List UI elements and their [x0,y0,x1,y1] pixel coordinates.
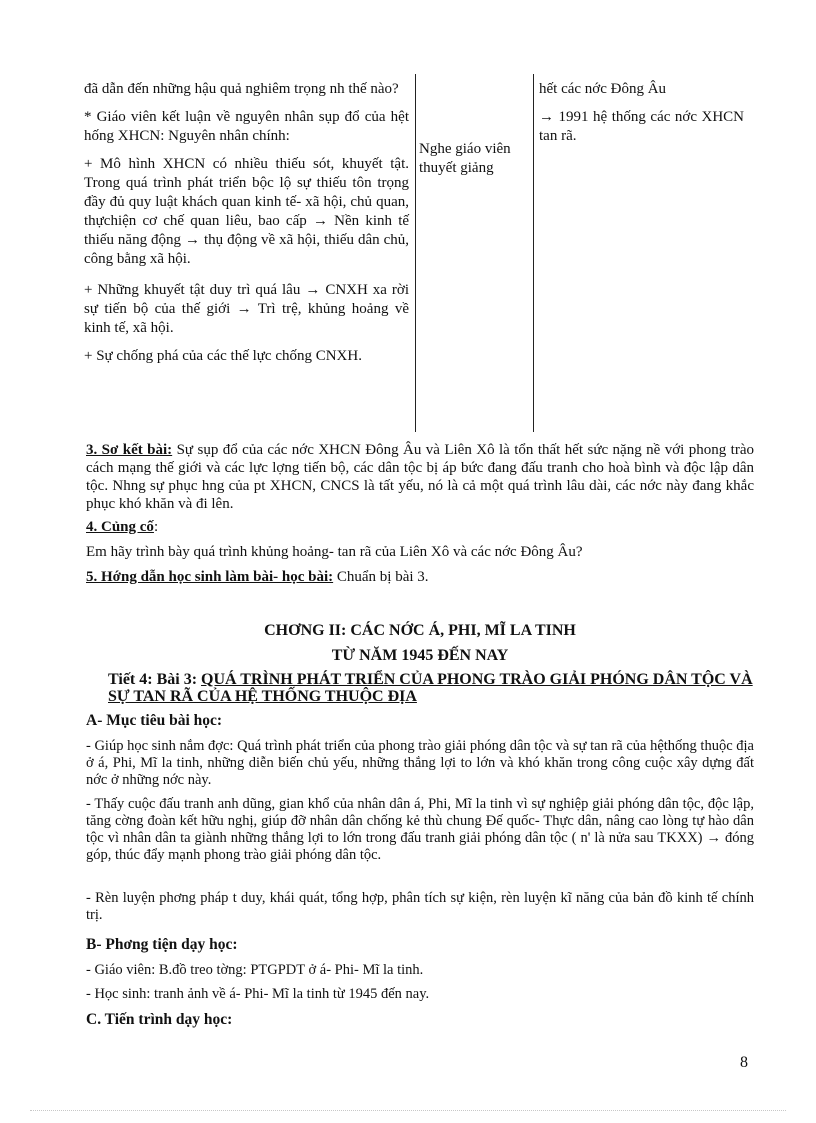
chapter-subtitle: TỪ NĂM 1945 ĐẾN NAY [331,647,509,664]
arrow-right-icon: → [539,109,554,125]
consolidation-heading: 4. Củng cố: [86,519,159,535]
homework-paragraph: 5. Hớng dẫn học sinh làm bài- học bài: Chuẩn bị bài 3. [86,569,429,585]
arrow-right-icon: → [706,830,722,846]
means-student: - Học sinh: tranh ảnh về á- Phi- Mĩ la tinh từ 1945 đến nay. [86,986,430,1002]
table-text: + Những khuyết tật duy trì quá lâu → CNXH xa rời sự tiến bộ của thế giới → Trì trệ, khủng hoảng về kinh tế, xã hội. [84,282,410,336]
objective-paragraph: - Thấy cuộc đấu tranh anh dũng, gian khổ của nhân dân á, Phi, Mĩ la tinh vì sự nghiệp giải phóng dân tộc, độc lập, tăng cờng đoàn kết hữu nghị, giúp đỡ nhân dân chống kẻ thù chung Đế quốc- Thực dân, nâng cao lòng tự hào dân tộc vì nhân dân ta giành những thắng lợi to lớn trong đấu tranh giải phóng dân tộc ( n' là nửa sau TKXX) → đóng góp, thúc đẩy mạnh phong trào giải phóng dân tộc. [86,796,755,863]
content-cell [539,80,744,155]
table-text: + Sự chống phá của các thế lực chống CNXH. [84,348,362,364]
means-heading: B- Phơng tiện dạy học: [86,936,238,953]
table-text: + Mô hình XHCN có nhiều thiếu sót, khuyết tật. Trong quá trình phát triển bộc lộ sự thiếu tôn trọng đầy đủ quy luật khách quan kinh tế- xã hội, chủ quan, thựchiện cơ chế quan liêu, bao cấp → Nền kinh tế thiếu năng động → thụ động về xã hội, thiếu dân chủ, công bằng xã hội. [84,156,410,267]
arrow-right-icon: → [185,232,200,248]
student-activity-cell: Nghe giáo viên thuyết giảng [419,141,511,176]
table-divider [415,74,416,432]
teacher-activity-cell [84,80,409,375]
table-text: hết các nớc Đông Âu [539,81,667,97]
page-footer-divider [30,1110,786,1111]
table-text: đã dẫn đến những hậu quả nghiêm trọng nh thế nào? [84,81,399,97]
chapter-title: CHƠNG II: CÁC NỚC Á, PHI, MĨ LA TINH [264,622,576,639]
objective-paragraph: - Giúp học sinh nắm đợc: Quá trình phát triển của phong trào giải phóng dân tộc và sự tan rã của hệthống thuộc địa ở á, Phi, Mĩ la tinh, những diễn biến chủ yếu, những thắng lợi to lớn và khó khăn trong công cuộc xây dựng đất nớc ở những nớc này. [86,738,754,788]
table-divider [533,74,534,432]
consolidation-question: Em hãy trình bày quá trình khủng hoảng- tan rã của Liên Xô và các nớc Đông Âu? [86,544,583,560]
arrow-right-icon: → [312,213,328,229]
summary-label: 3. Sơ kết bài: [86,442,173,458]
summary-paragraph: 3. Sơ kết bài: Sự sụp đổ của các nớc XHCN Đông Âu và Liên Xô là tổn thất hết sức nặng nề với phong trào cách mạng thế giới và các lực lợng tiến bộ, các dân tộc bị áp bức đang đấu tranh cho hoà bình và độc lập dân tộc. Nhng sự phục hng của pt XHCN, CNCS là tất yếu, nó là cả một quá trình lâu dài, các nớc này đang khắc phục khó khăn và đi lên. [86,442,754,512]
process-heading: C. Tiến trình dạy học: [86,1011,233,1028]
lesson-table [82,74,775,432]
lesson-title: Tiết 4: Bài 3: QUÁ TRÌNH PHÁT TRIỂN CỦA PHONG TRÀO GIẢI PHÓNG DÂN TỘC VÀ SỰ TAN RÃ CỦA HỆ THỐNG THUỘC ĐỊA [108,671,753,705]
means-teacher: - Giáo viên: B.đồ treo tờng: PTGPDT ở á- Phi- Mĩ la tinh. [86,962,424,978]
table-text: → 1991 hệ thống các nớc XHCN tan rã. [539,109,745,144]
objectives-heading: A- Mục tiêu bài học: [86,712,223,729]
page-number: 8 [740,1054,748,1071]
arrow-right-icon: → [305,282,321,298]
objective-paragraph: - Rèn luyện phơng pháp t duy, khái quát, tổng hợp, phân tích sự kiện, rèn luyện kĩ năng của bản đồ kinh tế chính trị. [86,890,754,923]
arrow-right-icon: → [236,301,252,317]
table-text: * Giáo viên kết luận về nguyên nhân sụp đổ của hệt hống XHCN: Nguyên nhân chính: [84,109,409,144]
